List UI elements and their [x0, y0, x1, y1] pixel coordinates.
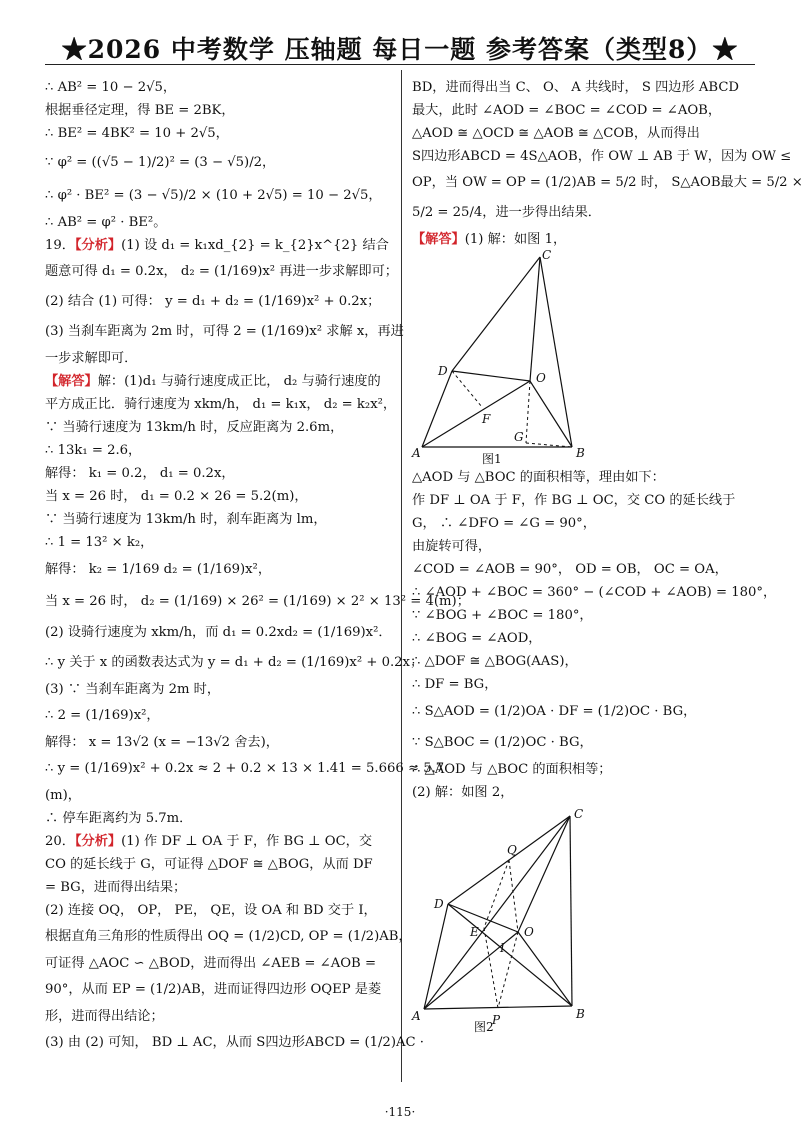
text-line: 可证得 △AOC ∽ △BOD，进而得出 ∠AEB = ∠AOB =: [45, 956, 376, 971]
text-line: ∵ φ² = ((√5 − 1)/2)² = (3 − √5)/2，: [45, 155, 276, 170]
right-column: [412, 76, 803, 1034]
header-rule: [45, 64, 755, 65]
solution-text: (1) 解：如图 1，: [464, 232, 567, 247]
text-line: ∴ 13k₁ = 2.6，: [45, 443, 142, 458]
text-line: ∴ AB² = φ² · BE²。: [45, 215, 167, 230]
text-line: 平方成正比．骑行速度为 xkm/h， d₁ = k₁x， d₂ = k₂x²，: [45, 397, 397, 412]
text-line: ∴ 1 = 13² × k₂，: [45, 535, 154, 550]
fig1-label-D: D: [438, 364, 448, 378]
text-line: (3) 由 (2) 可知， BD ⊥ AC，从而 S四边形ABCD = (1/2)AC ·: [45, 1035, 424, 1050]
text-line: 当 x = 26 时， d₂ = (1/169) × 26² = (1/169) × 2² × 13² = 4(m)；: [45, 594, 470, 609]
fig1-label-G: G: [514, 430, 524, 444]
text-line: OP，当 OW = OP = (1/2)AB = 5/2 时， S△AOB最大 = 5/2 ×: [412, 175, 803, 190]
text-line: 根据直角三角形的性质得出 OQ = (1/2)CD, OP = (1/2)AB，: [45, 929, 412, 944]
text-line: ∴ BE² = 4BK² = 10 + 2√5，: [45, 126, 229, 141]
text-line: (2) 连接 OQ， OP， PE， QE，设 OA 和 BD 交于 I，: [45, 903, 377, 918]
text-line: ∴ 停车距离约为 5.7m．: [45, 811, 193, 826]
text-line: 当 x = 26 时， d₁ = 0.2 × 26 = 5.2(m)，: [45, 489, 308, 504]
text-line: ∴ △AOD 与 △BOC 的面积相等；: [412, 762, 612, 777]
solution-text: 解：(1)d₁ 与骑行速度成正比， d₂ 与骑行速度的: [97, 374, 381, 389]
fig1-label-C: C: [542, 248, 552, 262]
figure-1-diagram: [412, 248, 757, 466]
fig2-label-D: D: [434, 897, 444, 911]
text-line: = BG，进而得出结果；: [45, 880, 187, 895]
text-line: 解得： k₁ = 0.2， d₁ = 0.2x，: [45, 466, 235, 481]
text-line: (3) ∵ 当刹车距离为 2m 时，: [45, 682, 221, 697]
fig2-label-A: A: [412, 1009, 421, 1023]
text-line: △AOD 与 △BOC 的面积相等，理由如下：: [412, 470, 665, 485]
text-line: (2) 结合 (1) 可得： y = d₁ + d₂ = (1/169)x² + 0.2x；: [45, 294, 381, 309]
text-line: ∴ y 关于 x 的函数表达式为 y = d₁ + d₂ = (1/169)x² + 0.2x；: [45, 655, 424, 670]
text-line: ∴ y = (1/169)x² + 0.2x ≈ 2 + 0.2 × 13 × 1.41 = 5.666 ≈ 5.7: [45, 761, 445, 776]
text-line: 最大，此时 ∠AOD = ∠BOC = ∠COD = ∠AOB，: [412, 103, 722, 118]
text-line: ∴ △DOF ≅ △BOG(AAS)，: [412, 654, 578, 669]
problem-number: 20．: [45, 834, 75, 849]
analysis-tag: 【分析】: [74, 238, 122, 253]
text-line: ∴ S△AOD = (1/2)OA · DF = (1/2)OC · BG，: [412, 704, 697, 719]
fig2-label-E: E: [470, 925, 479, 939]
text-line: ∵ ∠BOG + ∠BOC = 180°，: [412, 608, 593, 623]
text-line: (2) 设骑行速度为 xkm/h，而 d₁ = 0.2xd₂ = (1/169)x²．: [45, 625, 392, 640]
text-line: (2) 解：如图 2，: [412, 785, 514, 800]
solution-intro: [412, 228, 757, 251]
text-line: ∠COD = ∠AOB = 90°， OD = OB， OC = OA，: [412, 562, 728, 577]
text-line: ∴ φ² · BE² = (3 − √5)/2 × (10 + 2√5) = 10 − 2√5，: [45, 188, 382, 203]
page-number: ·115·: [384, 1105, 416, 1119]
text-line: CO 的延长线于 G，可证得 △DOF ≅ △BOG，从而 DF: [45, 857, 373, 872]
figure-2-diagram: [412, 804, 757, 1034]
text-line: 解得： x = 13√2 (x = −13√2 舍去)，: [45, 735, 279, 750]
solution-tag: 【解答】: [45, 374, 98, 389]
text-line: 题意可得 d₁ = 0.2x， d₂ = (1/169)x² 再进一步求解即可；: [45, 264, 398, 279]
text-line: ∴ ∠BOG = ∠AOD，: [412, 631, 542, 646]
fig1-label-B: B: [576, 446, 585, 460]
figure-2-caption: 图2: [474, 1020, 494, 1034]
fig2-label-C: C: [574, 807, 584, 821]
text-line: ∵ 当骑行速度为 13km/h 时，反应距离为 2.6m，: [45, 420, 344, 435]
solution-tag: 【解答】: [412, 232, 465, 247]
fig1-label-A: A: [412, 446, 421, 460]
analysis-tag: 【分析】: [74, 834, 122, 849]
text-line: 形，进而得出结论；: [45, 1009, 164, 1024]
text-line: 由旋转可得，: [412, 539, 492, 554]
problem-20-analysis: [45, 830, 390, 853]
text-line: BD，进而得出当 C、 O、 A 共线时， S 四边形 ABCD: [412, 80, 740, 95]
problem-number: 19．: [45, 238, 75, 253]
text-line: ∴ 2 = (1/169)x²，: [45, 708, 160, 723]
analysis-text: (1) 设 d₁ = k₁xd_{2} = k_{2}x^{2} 结合: [121, 238, 389, 253]
text-line: 根据垂径定理，得 BE = 2BK，: [45, 103, 235, 118]
figure-1: [412, 248, 757, 466]
text-line: 作 DF ⊥ OA 于 F，作 BG ⊥ OC，交 CO 的延长线于: [412, 493, 736, 508]
fig2-label-Q: Q: [507, 843, 517, 857]
problem-19-solution: [45, 370, 390, 393]
text-line: (m)，: [45, 788, 81, 803]
fig2-label-P: P: [492, 1013, 501, 1027]
text-line: ∴ ∠AOD + ∠BOC = 360° − (∠COD + ∠AOB) = 180°，: [412, 585, 777, 600]
text-line: 90°，从而 EP = (1/2)AB，进而证得四边形 OQEP 是菱: [45, 982, 382, 997]
page-header-title: ★2026 中考数学 压轴题 每日一题 参考答案（类型8）★: [61, 35, 739, 64]
text-line: 一步求解即可．: [45, 351, 138, 366]
text-line: (3) 当刹车距离为 2m 时，可得 2 = (1/169)x² 求解 x，再进: [45, 324, 404, 339]
fig2-label-I: I: [500, 941, 505, 955]
fig2-label-O: O: [524, 925, 534, 939]
figure-1-caption: 图1: [482, 452, 502, 466]
fig2-label-B: B: [576, 1007, 585, 1021]
text-line: ∴ DF = BG，: [412, 677, 498, 692]
fig1-label-F: F: [482, 412, 491, 426]
text-line: ∵ S△BOC = (1/2)OC · BG，: [412, 735, 593, 750]
text-line: 5/2 = 25/4，进一步得出结果．: [412, 205, 601, 220]
text-line: ∵ 当骑行速度为 13km/h 时，刹车距离为 lm，: [45, 512, 327, 527]
figure-2: [412, 804, 757, 1034]
analysis-text: (1) 作 DF ⊥ OA 于 F，作 BG ⊥ OC，交: [121, 834, 373, 849]
text-line: ∴ AB² = 10 − 2√5，: [45, 80, 177, 95]
problem-19-analysis: [45, 234, 390, 257]
text-line: 解得： k₂ = 1/169 d₂ = (1/169)x²，: [45, 562, 272, 577]
fig1-label-O: O: [536, 371, 546, 385]
text-line: G， ∴ ∠DFO = ∠G = 90°，: [412, 516, 596, 531]
text-line: S四边形ABCD = 4S△AOB，作 OW ⊥ AB 于 W，因为 OW ≤: [412, 149, 792, 164]
text-line: △AOD ≅ △OCD ≅ △AOB ≅ △COB，从而得出: [412, 126, 700, 141]
